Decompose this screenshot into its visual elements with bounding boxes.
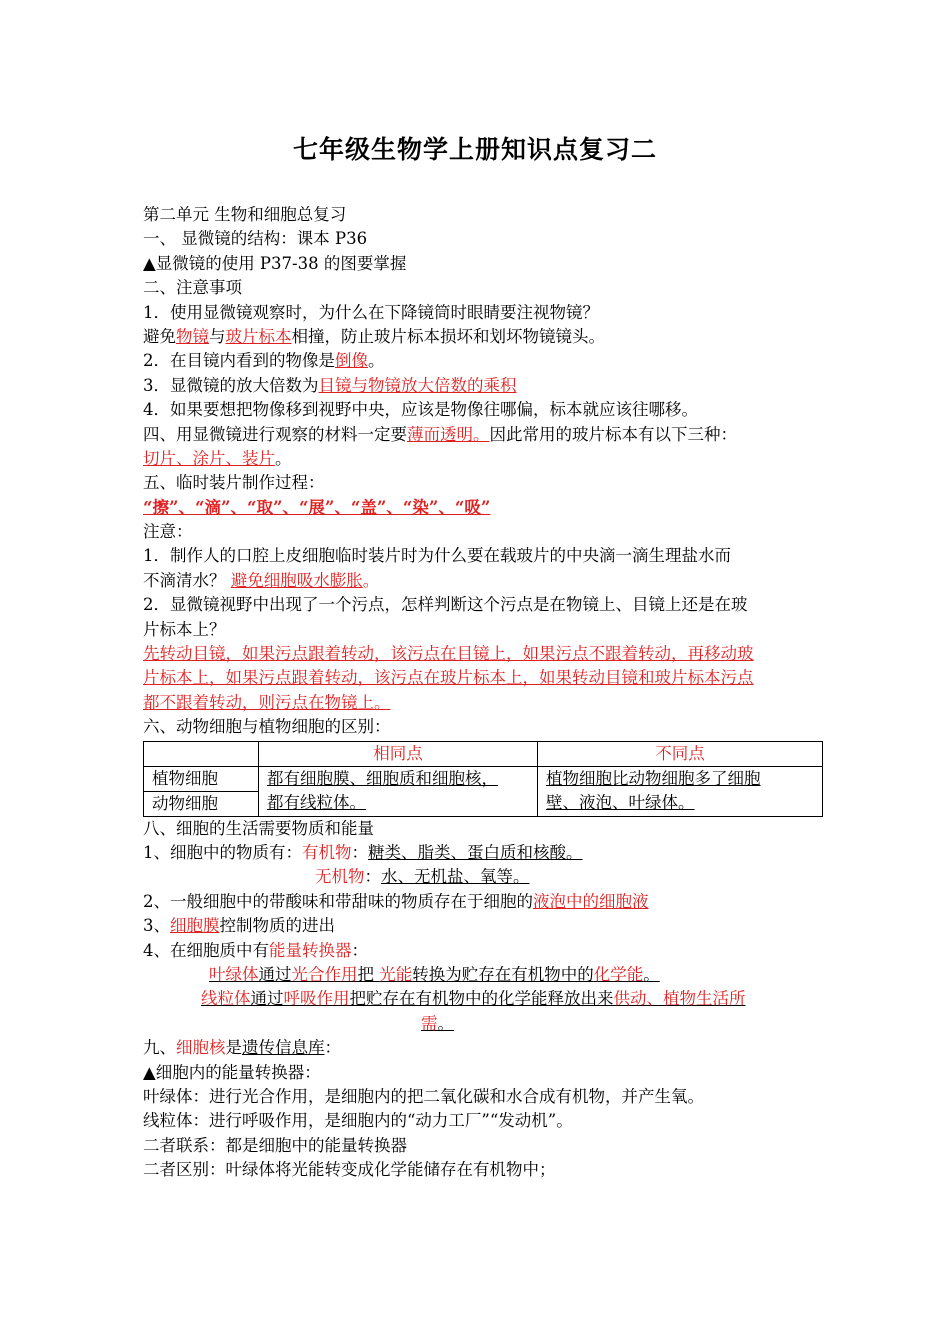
difference-desc: 二者区别：叶绿体将光能转变成化学能储存在有机物中； [143,1160,556,1180]
question-3: 3．显微镜的放大倍数为目镜与物镜放大倍数的乘积 [143,375,517,395]
table-cell-diff: 植物细胞比动物细胞多了细胞 壁、液泡、叶绿体。 [538,766,823,816]
section-9: 九、细胞核是遗传信息库： [143,1038,341,1058]
note-2-answer-1: 先转动目镜，如果污点跟着转动，该污点在目镜上，如果污点不跟着转动，再移动玻 [143,644,754,664]
document-body [143,203,833,1182]
table-row-label: 动物细胞 [144,791,259,816]
note-2-line-1: 2．显微镜视野中出现了一个污点，怎样判断这个污点是在物镜上、目镜上还是在玻 [143,595,748,615]
chloroplast-line: 叶绿体通过光合作用把 光能转换为贮存在有机物中的化学能。 [209,964,660,984]
note-2-answer-2: 片标本上，如果污点跟着转动，该污点在玻片标本上，如果转动目镜和玻片标本污点 [143,668,754,688]
question-1: 1．使用显微镜观察时，为什么在下降镜筒时眼睛要注视物镜？ [143,302,599,322]
material-1: 1、细胞中的物质有：有机物：糖类、脂类、蛋白质和核酸。 [143,842,583,862]
material-4: 4、在细胞质中有能量转换器： [143,940,368,960]
table-row [144,766,823,791]
question-4: 4．如果要想把物像移到视野中央，应该是物像往哪偏，标本就应该往哪移。 [143,400,698,420]
section-2: 二、注意事项 [143,278,242,298]
relation-desc: 二者联系：都是细胞中的能量转换器 [143,1135,407,1155]
mitochondria-desc: 线粒体：进行呼吸作用，是细胞内的“动力工厂”“发动机”。 [143,1111,573,1131]
answer-highlight: 细胞膜 [170,916,220,936]
answer-1: 避免物镜与玻片标本相撞，防止玻片标本损坏和划坏物镜镜头。 [143,326,605,346]
answer-highlight: 切片、涂片、装片 [143,448,275,468]
section-5: 五、临时装片制作过程： [143,473,325,493]
section-8: 八、细胞的生活需要物质和能量 [143,818,374,838]
material-2: 2、一般细胞中的带酸味和带甜味的物质存在于细胞的液泡中的细胞液 [143,891,649,911]
note-2-line-2: 片标本上？ [143,619,226,639]
table-cell-same: 都有细胞膜、细胞质和细胞核， 都有线粒体。 [259,766,538,816]
page-title: 七年级生物学上册知识点复习二 [292,135,657,164]
answer-highlight: 玻片标本 [225,326,292,346]
material-1b: 无机物：水、无机盐、氧等。 [315,867,530,887]
section-1: 一、 显微镜的结构：课本 P36 [143,229,368,249]
section-1-note: ▲显微镜的使用 P37-38 的图要掌握 [143,253,407,273]
answer-highlight: 避免细胞吸水膨胀 [230,570,363,590]
note-2-answer-3: 都不跟着转动，则污点在物镜上。 [143,692,391,712]
section-5-steps: “擦”、“滴”、“取”、“展”、“盖”、“染”、“吸” [143,497,491,517]
table-row-label: 植物细胞 [144,766,259,791]
table-header-same: 相同点 [259,741,538,766]
material-3: 3、细胞膜控制物质的进出 [143,916,335,936]
answer-highlight: 目镜与物镜放大倍数的乘积 [318,375,517,395]
note-heading: 注意： [143,522,193,542]
note-1-line-2: 不滴清水？ 避免细胞吸水膨胀。 [143,570,380,590]
mitochondria-line-end: 需。 [421,1013,454,1033]
section-4-slides: 切片、涂片、装片。 [143,448,292,468]
answer-highlight: 液泡中的细胞液 [533,891,649,911]
energy-converter-heading: ▲细胞内的能量转换器： [143,1062,321,1082]
question-2: 2．在目镜内看到的物像是倒像。 [143,351,385,371]
chloroplast-desc: 叶绿体：进行光合作用，是细胞内的把二氧化碳和水合成有机物，并产生氧。 [143,1086,704,1106]
mitochondria-line: 线粒体通过呼吸作用把贮存在有机物中的化学能释放出来供动、植物生活所 [201,989,746,1009]
section-4: 四、用显微镜进行观察的材料一定要薄而透明。因此常用的玻片标本有以下三种： [143,424,737,444]
section-6: 六、动物细胞与植物细胞的区别： [143,717,391,737]
table-header-diff: 不同点 [538,741,823,766]
note-1-line-1: 1．制作人的口腔上皮细胞临时装片时为什么要在载玻片的中央滴一滴生理盐水而 [143,546,731,566]
table-row [144,741,823,766]
table-corner-cell [144,741,259,766]
answer-highlight: 物镜 [176,326,209,346]
answer-highlight: 倒像 [335,351,368,371]
cell-comparison-table [143,741,823,817]
unit-heading: 第二单元 生物和细胞总复习 [143,205,347,224]
answer-highlight: 薄而透明。 [407,424,490,444]
